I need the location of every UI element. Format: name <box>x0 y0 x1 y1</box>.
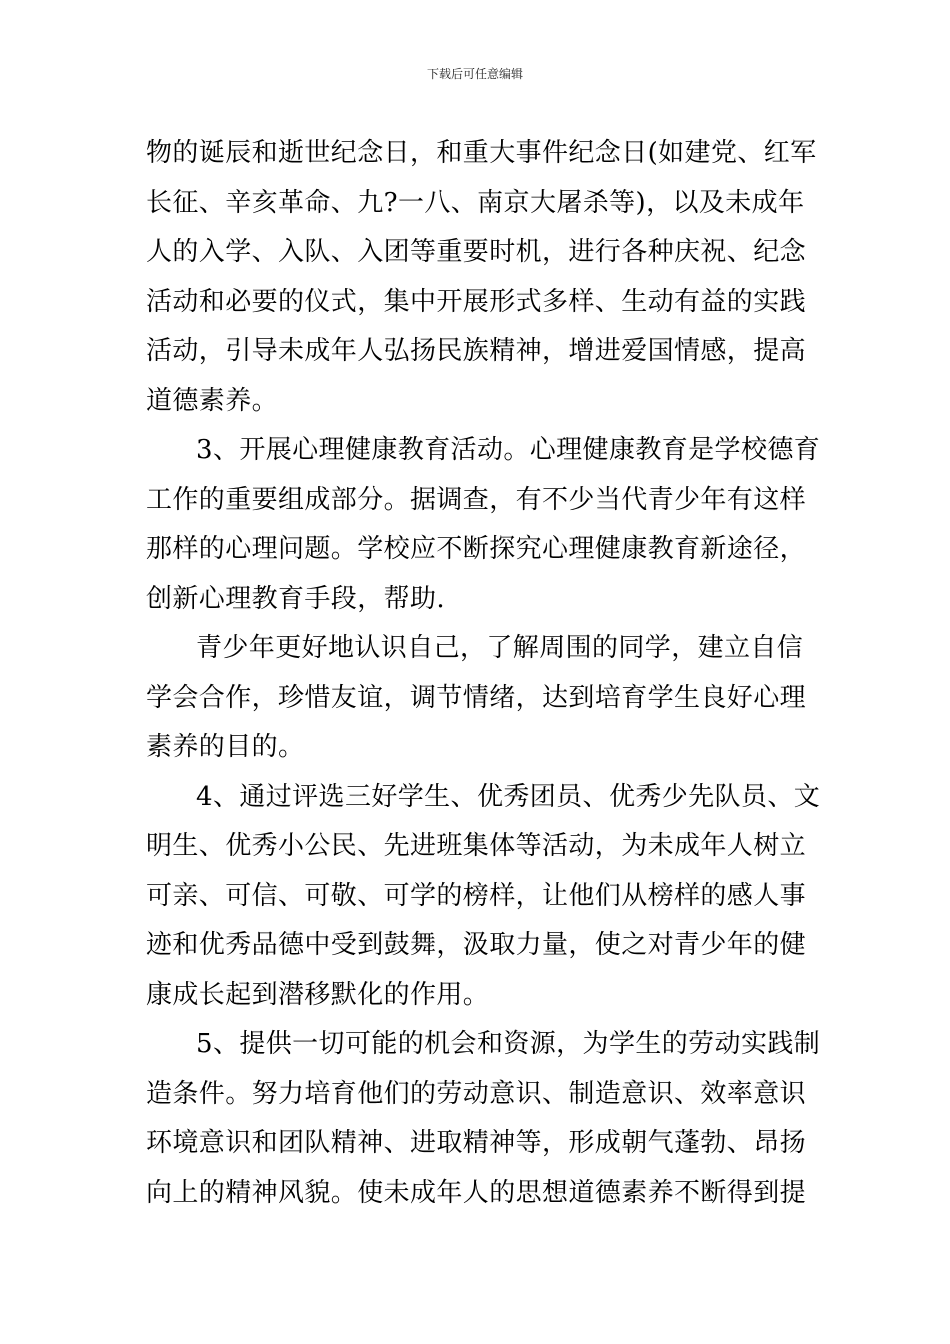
text-line: 康成长起到潜移默化的作用。 <box>146 979 490 1010</box>
text-line: 向上的精神风貌。使未成年人的思想道德素养不断得到提 <box>146 1177 807 1208</box>
page-header: 下载后可任意编辑 <box>426 67 523 81</box>
text-line: 迹和优秀品德中受到鼓舞，汲取力量，使之对青少年的健 <box>146 930 807 960</box>
text-line: 人的入学、入队、入团等重要时机，进行各种庆祝、纪念 <box>146 237 807 267</box>
text-line: 5、提供一切可能的机会和资源，为学生的劳动实践制 <box>196 1029 821 1059</box>
text-line: 青少年更好地认识自己，了解周围的同学，建立自信 <box>196 633 804 663</box>
text-line: 素养的目的。 <box>146 732 305 762</box>
text-line: 环境意识和团队精神、进取精神等，形成朝气蓬勃、昂扬 <box>146 1128 807 1158</box>
text-line: 那样的心理问题。学校应不断探究心理健康教育新途径， <box>146 534 807 564</box>
text-line: 3、开展心理健康教育活动。心理健康教育是学校德育 <box>196 435 821 465</box>
text-line: 活动，引导未成年人弘扬民族精神，增进爱国情感，提高 <box>146 336 807 366</box>
text-line: 工作的重要组成部分。据调查，有不少当代青少年有这样 <box>146 484 807 515</box>
text-line: 物的诞辰和逝世纪念日，和重大事件纪念日(如建党、红军 <box>146 138 817 168</box>
text-line: 学会合作，珍惜友谊，调节情绪，达到培育学生良好心理 <box>146 682 807 713</box>
text-line: 长征、辛亥革命、九?一八、南京大屠杀等)，以及未成年 <box>146 187 805 218</box>
text-line: 创新心理教育手段，帮助. <box>146 583 446 614</box>
text-line: 4、通过评选三好学生、优秀团员、优秀少先队员、文 <box>196 781 821 812</box>
body-text <box>146 129 821 1218</box>
text-line: 明生、优秀小公民、先进班集体等活动，为未成年人树立 <box>146 831 807 861</box>
text-line: 活动和必要的仪式，集中开展形式多样、生动有益的实践 <box>146 286 807 317</box>
text-line: 可亲、可信、可敬、可学的榜样，让他们从榜样的感人事 <box>146 880 807 911</box>
text-line: 造条件。努力培育他们的劳动意识、制造意识、效率意识 <box>146 1078 807 1109</box>
text-line: 道德素养。 <box>146 385 279 416</box>
